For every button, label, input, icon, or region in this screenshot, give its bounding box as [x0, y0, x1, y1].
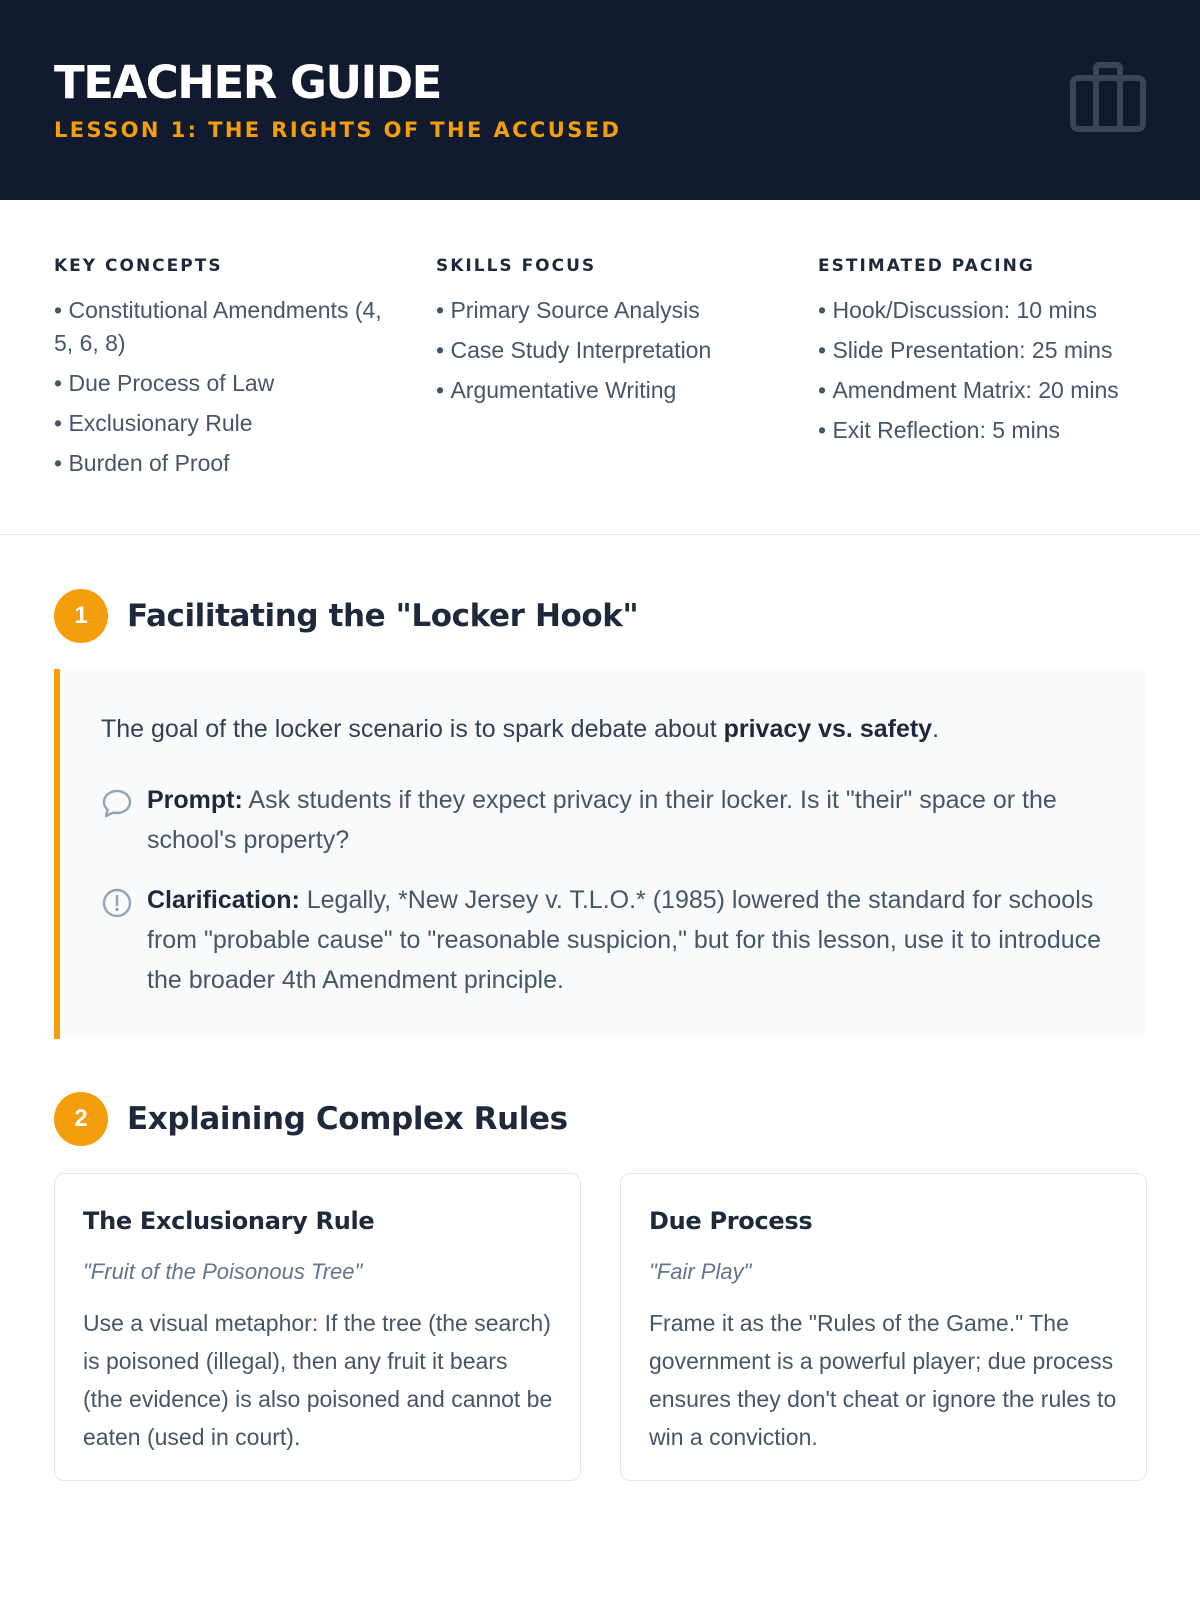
key-concepts: [54, 255, 394, 487]
prompt-label: Prompt:: [147, 786, 243, 814]
lesson-overview: [0, 200, 1200, 535]
lesson-subtitle: LESSON 1: THE RIGHTS OF THE ACCUSED: [54, 118, 622, 142]
list-item: • Hook/Discussion: 10 mins: [818, 294, 1158, 327]
card-quote: "Fair Play": [649, 1259, 752, 1284]
list-item: • Exclusionary Rule: [54, 407, 394, 440]
section-title: Explaining Complex Rules: [127, 1101, 568, 1137]
list-item: • Case Study Interpretation: [436, 334, 776, 367]
alert-circle-icon: [101, 887, 133, 919]
key-concepts-heading: KEY CONCEPTS: [54, 256, 223, 276]
card-title: The Exclusionary Rule: [83, 1207, 375, 1235]
list-item: • Argumentative Writing: [436, 374, 776, 407]
step-number-badge: 2: [54, 1092, 108, 1146]
clarification-text: Legally, *New Jersey v. T.L.O.* (1985) lowered the standard for schools from "probable cause" to "reasonable suspicion," but for this lesson, use it to introduce the broader 4th Amendment principle.: [147, 886, 1102, 994]
card-title: Due Process: [649, 1207, 813, 1235]
locker-hook-callout: [54, 669, 1147, 1039]
exclusionary-rule-card: [54, 1173, 581, 1481]
skills-focus: [436, 255, 776, 414]
list-item: • Exit Reflection: 5 mins: [818, 414, 1158, 447]
page-title: TEACHER GUIDE: [54, 56, 441, 109]
card-body: Use a visual metaphor: If the tree (the search) is poisoned (illegal), then any fruit it bears (the evidence) is also poisoned and cannot be eaten (used in court).: [83, 1310, 553, 1450]
list-item: • Primary Source Analysis: [436, 294, 776, 327]
skills-focus-heading: SKILLS FOCUS: [436, 256, 597, 276]
card-quote: "Fruit of the Poisonous Tree": [83, 1259, 363, 1284]
list-item: • Constitutional Amendments (4, 5, 6, 8): [54, 294, 394, 360]
list-item: • Amendment Matrix: 20 mins: [818, 374, 1158, 407]
speech-bubble-icon: [101, 787, 133, 819]
list-item: • Slide Presentation: 25 mins: [818, 334, 1158, 367]
prompt-text: Ask students if they expect privacy in their locker. Is it "their" space or the school's property?: [147, 786, 1057, 854]
pacing-heading: ESTIMATED PACING: [818, 256, 1035, 276]
step-number-badge: 1: [54, 589, 108, 643]
callout-lead: The goal of the locker scenario is to spark debate about privacy vs. safety.: [101, 715, 940, 743]
due-process-card: [620, 1173, 1147, 1481]
estimated-pacing: [818, 255, 1158, 454]
card-body: Frame it as the "Rules of the Game." The government is a powerful player; due process ensures they don't cheat or ignore the rules to win a conviction.: [649, 1310, 1117, 1450]
list-item: • Burden of Proof: [54, 447, 394, 480]
clarification-label: Clarification:: [147, 886, 300, 914]
section-title: Facilitating the "Locker Hook": [127, 598, 639, 634]
emphasis-text: privacy vs. safety: [723, 715, 933, 743]
list-item: • Due Process of Law: [54, 367, 394, 400]
briefcase-icon: [1068, 60, 1148, 134]
page-header: [0, 0, 1200, 200]
